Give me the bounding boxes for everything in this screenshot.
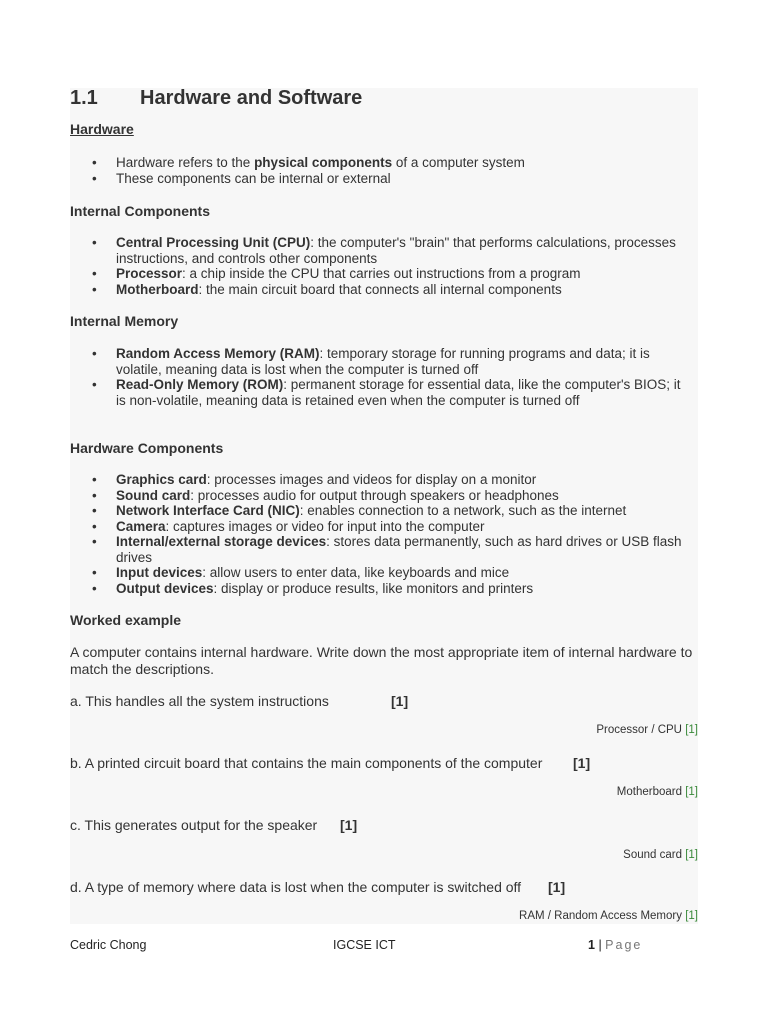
list-item: • Input devices: allow users to enter data, like keyboards and mice xyxy=(70,565,690,581)
list-item: • Processor: a chip inside the CPU that carries out instructions from a program xyxy=(70,266,690,282)
list-item: • Network Interface Card (NIC): enables connection to a network, such as the internet xyxy=(70,503,690,519)
list-item: • These components can be internal or external xyxy=(70,171,690,187)
list-item: • Hardware refers to the physical components of a computer system xyxy=(70,155,690,171)
question-c-mark: [1] xyxy=(340,817,358,833)
internal-memory-list xyxy=(70,346,690,408)
footer-course: IGCSE ICT xyxy=(333,938,396,952)
list-item: • Motherboard: the main circuit board that connects all internal components xyxy=(70,282,690,298)
internal-components-heading: Internal Components xyxy=(70,203,211,219)
footer-page xyxy=(588,938,642,952)
answer-c: Sound card [1] xyxy=(623,849,698,861)
answer-a: Processor / CPU [1] xyxy=(596,724,698,736)
section-title: Hardware and Software xyxy=(140,87,363,109)
list-item: • Camera: captures images or video for input into the computer xyxy=(70,519,690,535)
page-separator: | xyxy=(598,938,602,952)
question-b: b. A printed circuit board that contains the main components of the computer xyxy=(70,755,543,771)
list-item: • Internal/external storage devices: stores data permanently, such as hard drives or USB flash drives xyxy=(70,534,690,565)
page-label: Page xyxy=(605,938,643,952)
question-d-mark: [1] xyxy=(548,879,566,895)
question-b-mark: [1] xyxy=(573,755,591,771)
hardware-heading: Hardware xyxy=(70,121,134,137)
page-number: 1 xyxy=(588,938,595,952)
list-item: • Random Access Memory (RAM): temporary storage for running programs and data; it is volatile, meaning data is lost when the computer is turned off xyxy=(70,346,690,377)
list-item: • Graphics card: processes images and videos for display on a monitor xyxy=(70,472,690,488)
question-d: d. A type of memory where data is lost when the computer is switched off xyxy=(70,879,522,895)
hardware-components-list xyxy=(70,472,690,596)
question-a-mark: [1] xyxy=(391,693,409,709)
answer-d: RAM / Random Access Memory [1] xyxy=(519,910,698,922)
list-item: • Sound card: processes audio for output through speakers or headphones xyxy=(70,488,690,504)
list-item: • Read-Only Memory (ROM): permanent storage for essential data, like the computer's BIOS; it is non-volatile, meaning data is retained even when the computer is turned off xyxy=(70,377,690,408)
section-number: 1.1 xyxy=(70,87,98,109)
internal-components-list xyxy=(70,235,690,297)
hardware-list xyxy=(70,155,690,186)
footer-author: Cedric Chong xyxy=(70,938,147,952)
page-title xyxy=(70,87,362,110)
worked-example-heading: Worked example xyxy=(70,612,182,628)
worked-example-intro: A computer contains internal hardware. Write down the most appropriate item of internal hardware to match the descriptions. xyxy=(70,644,693,677)
question-c: c. This generates output for the speaker xyxy=(70,817,318,833)
hardware-components-heading: Hardware Components xyxy=(70,440,224,456)
answer-b: Motherboard [1] xyxy=(616,786,698,798)
list-item: • Central Processing Unit (CPU): the computer's "brain" that performs calculations, processes instructions, and controls other components xyxy=(70,235,690,266)
list-item: • Output devices: display or produce results, like monitors and printers xyxy=(70,581,690,597)
question-a: a. This handles all the system instructions xyxy=(70,693,329,709)
internal-memory-heading: Internal Memory xyxy=(70,313,179,329)
